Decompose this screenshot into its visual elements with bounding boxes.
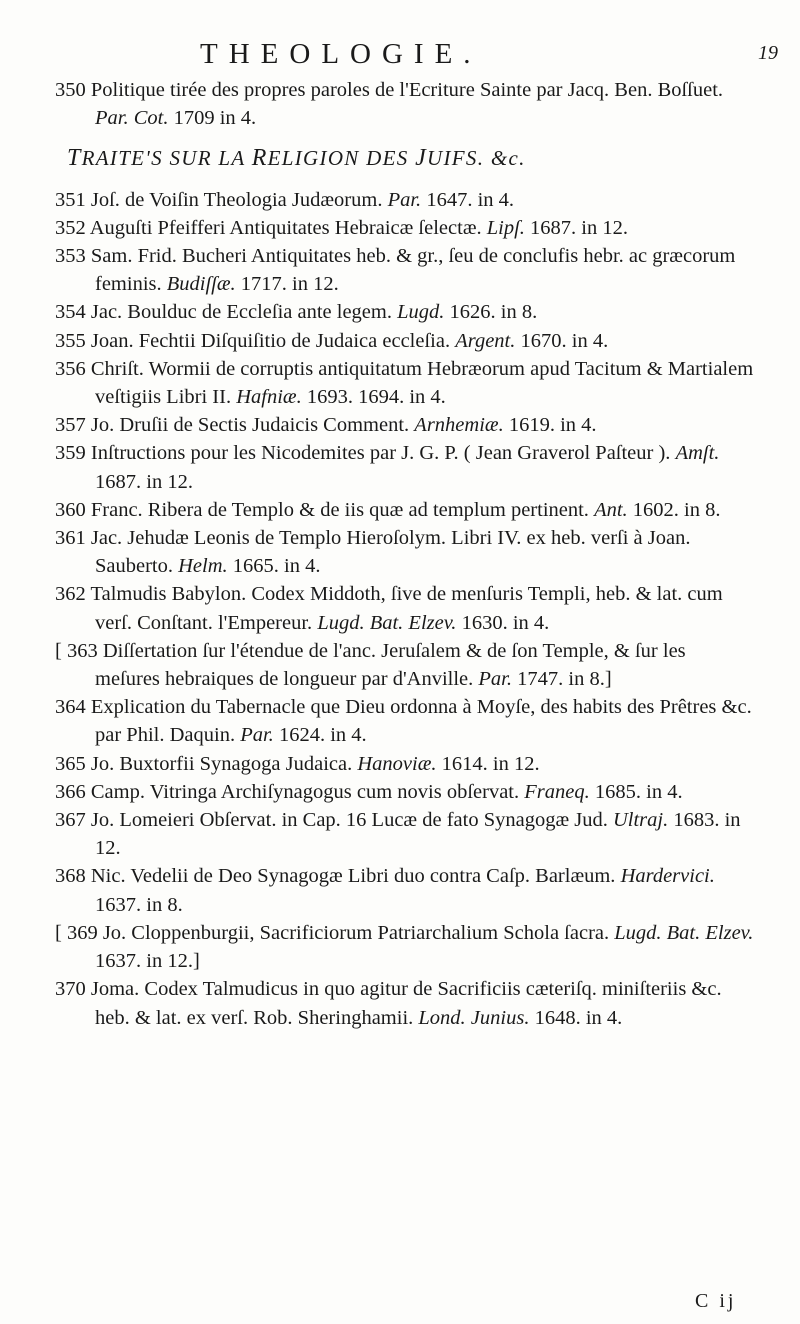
catalogue-entry [55, 411, 755, 439]
page-number: 19 [758, 42, 778, 64]
catalogue-entry [55, 76, 755, 132]
signature-mark: C ij [695, 1290, 737, 1312]
entry-text: 367 Jo. Lomeieri Obſervat. in Cap. 16 Lucæ de fato Synagogæ Jud. [55, 809, 608, 832]
catalogue-entry [55, 242, 755, 298]
catalogue-entry [55, 214, 755, 242]
entry-imprint: Ultraj. [612, 809, 669, 832]
entry-imprint: Arnhemiæ. [414, 414, 504, 437]
entry-text: 350 Politique tirée des propres paroles de l'Ecriture Sainte par Jacq. Ben. Boſſuet. [55, 79, 724, 101]
entry-imprint: Lugd. Bat. Elzev. [317, 611, 457, 634]
running-head [0, 38, 800, 72]
entry-date-format: 1637. in 8. [95, 893, 183, 916]
entry-date-format: 1614. in 12. [441, 752, 540, 775]
catalogue-entry [55, 580, 755, 636]
catalogue-entry [55, 186, 755, 214]
entry-imprint: Lond. Junius. [418, 1006, 530, 1029]
entry-date-format: 1687. in 12. [95, 470, 193, 493]
entry-imprint: Hanoviæ. [357, 752, 437, 775]
entry-text: 360 Franc. Ribera de Templo & de iis quæ ad templum pertinent. [55, 498, 589, 521]
entry-list [55, 186, 755, 1032]
entry-date-format: 1709 in 4. [173, 107, 257, 130]
entry-imprint: Helm. [178, 555, 228, 578]
entry-imprint: Ant. [594, 498, 628, 521]
catalogue-entries [55, 76, 755, 1032]
catalogue-entry [55, 862, 755, 918]
catalogue-entry [55, 439, 755, 495]
entry-imprint: Par. [387, 188, 422, 211]
entry-imprint: Par. [478, 668, 513, 691]
entry-imprint: Argent. [455, 329, 516, 352]
entry-date-format: 1683. in 12. [95, 809, 741, 860]
running-title: THEOLOGIE. [200, 38, 482, 70]
entry-text: 354 Jac. Boulduc de Eccleſia ante legem. [55, 301, 392, 324]
entry-text: [ 369 Jo. Cloppenburgii, Sacrificiorum Patriarchalium Schola ſacra. [55, 921, 610, 944]
catalogue-entry [55, 778, 755, 806]
entry-date-format: 1619. in 4. [508, 414, 597, 437]
entry-date-format: 1670. in 4. [520, 329, 609, 352]
entry-imprint: Lipſ. [486, 216, 525, 239]
entry-text: 352 Auguſti Pfeifferi Antiquitates Hebraicæ ſelectæ. [55, 216, 482, 239]
catalogue-entry [55, 637, 755, 693]
entry-date-format: 1687. in 12. [530, 216, 628, 239]
entry-text: 365 Jo. Buxtorfii Synagoga Judaica. [55, 752, 353, 775]
catalogue-entry [55, 806, 755, 862]
entry-date-format: 1637. in 12.] [95, 950, 200, 973]
entry-date-format: 1717. in 12. [240, 273, 339, 296]
catalogue-entry [55, 496, 755, 524]
section-heading: TRAITE'S SUR LA RELIGION DES JUIFS. &c. [67, 145, 526, 172]
catalogue-entry [55, 975, 755, 1031]
entry-imprint: Lugd. Bat. Elzev. [614, 921, 754, 944]
entry-date-format: 1693. 1694. in 4. [306, 386, 446, 409]
entry-date-format: 1647. in 4. [426, 188, 515, 211]
entry-imprint: Hafniæ. [236, 386, 302, 409]
catalogue-entry [55, 298, 755, 326]
entry-date-format: 1602. in 8. [632, 498, 721, 521]
entry-date-format: 1685. in 4. [594, 780, 683, 803]
entry-imprint: Par. [240, 724, 274, 747]
entry-date-format: 1624. in 4. [278, 724, 367, 747]
catalogue-entry [55, 750, 755, 778]
entry-date-format: 1747. in 8.] [517, 668, 612, 691]
entry-imprint: Amſt. [675, 442, 720, 465]
entry-text: 357 Jo. Druſii de Sectis Judaicis Comment. [55, 414, 410, 437]
entry-date-format: 1626. in 8. [449, 301, 538, 324]
entry-imprint: Lugd. [397, 301, 445, 324]
entry-date-format: 1630. in 4. [461, 611, 550, 634]
entry-imprint: Hardervici. [620, 865, 715, 888]
entry-text: 364 Explication du Tabernacle que Dieu ordonna à Moyſe, des habits des Prêtres &c. par Phil. Daquin. [55, 696, 752, 747]
entry-text: 359 Inſtructions pour les Nicodemites par J. G. P. ( Jean Graverol Paſteur ). [55, 442, 671, 465]
entry-text: 353 Sam. Frid. Bucheri Antiquitates heb. & gr., ſeu de conclufis hebr. ac græcorum feminis. [55, 245, 736, 296]
catalogue-entry [55, 919, 755, 975]
entry-text: 368 Nic. Vedelii de Deo Synagogæ Libri duo contra Caſp. Barlæum. [55, 865, 616, 888]
entry-imprint: Budiſſæ. [166, 273, 236, 296]
entry-text: 366 Camp. Vitringa Archiſynagogus cum novis obſervat. [55, 780, 520, 803]
entry-date-format: 1648. in 4. [534, 1006, 623, 1029]
catalogue-entry [55, 524, 755, 580]
entry-text: 361 Jac. Jehudæ Leonis de Templo Hieroſolym. Libri IV. ex heb. verſi à Joan. Sauberto. [55, 527, 691, 578]
entry-text: 351 Joſ. de Voiſin Theologia Judæorum. [55, 188, 383, 211]
catalogue-entry [55, 693, 755, 749]
entry-text: 355 Joan. Fechtii Diſquiſitio de Judaica eccleſia. [55, 329, 451, 352]
entry-text: [ 363 Diſſertation ſur l'étendue de l'anc. Jeruſalem & de ſon Temple, & ſur les meſures hebraiques de longueur par d'Anville. [55, 639, 686, 691]
entry-text: 370 Joma. Codex Talmudicus in quo agitur de Sacrificiis cæteriſq. miniſteriis &c. heb. & lat. ex verſ. Rob. Sheringhamii. [55, 978, 722, 1029]
catalogue-entry [55, 355, 755, 411]
entry-date-format: 1665. in 4. [232, 555, 321, 578]
entry-imprint: Franeq. [524, 780, 590, 803]
entry-text: 356 Chriſt. Wormii de corruptis antiquitatum Hebræorum apud Tacitum & Martialem veſtigiis Libri II. [55, 357, 754, 409]
entry-imprint: Par. Cot. [95, 107, 169, 130]
catalogue-entry [55, 327, 755, 355]
entry-text: 362 Talmudis Babylon. Codex Middoth, ſive de menſuris Templi, heb. & lat. cum verſ. Conſtant. l'Empereur. [55, 583, 723, 634]
